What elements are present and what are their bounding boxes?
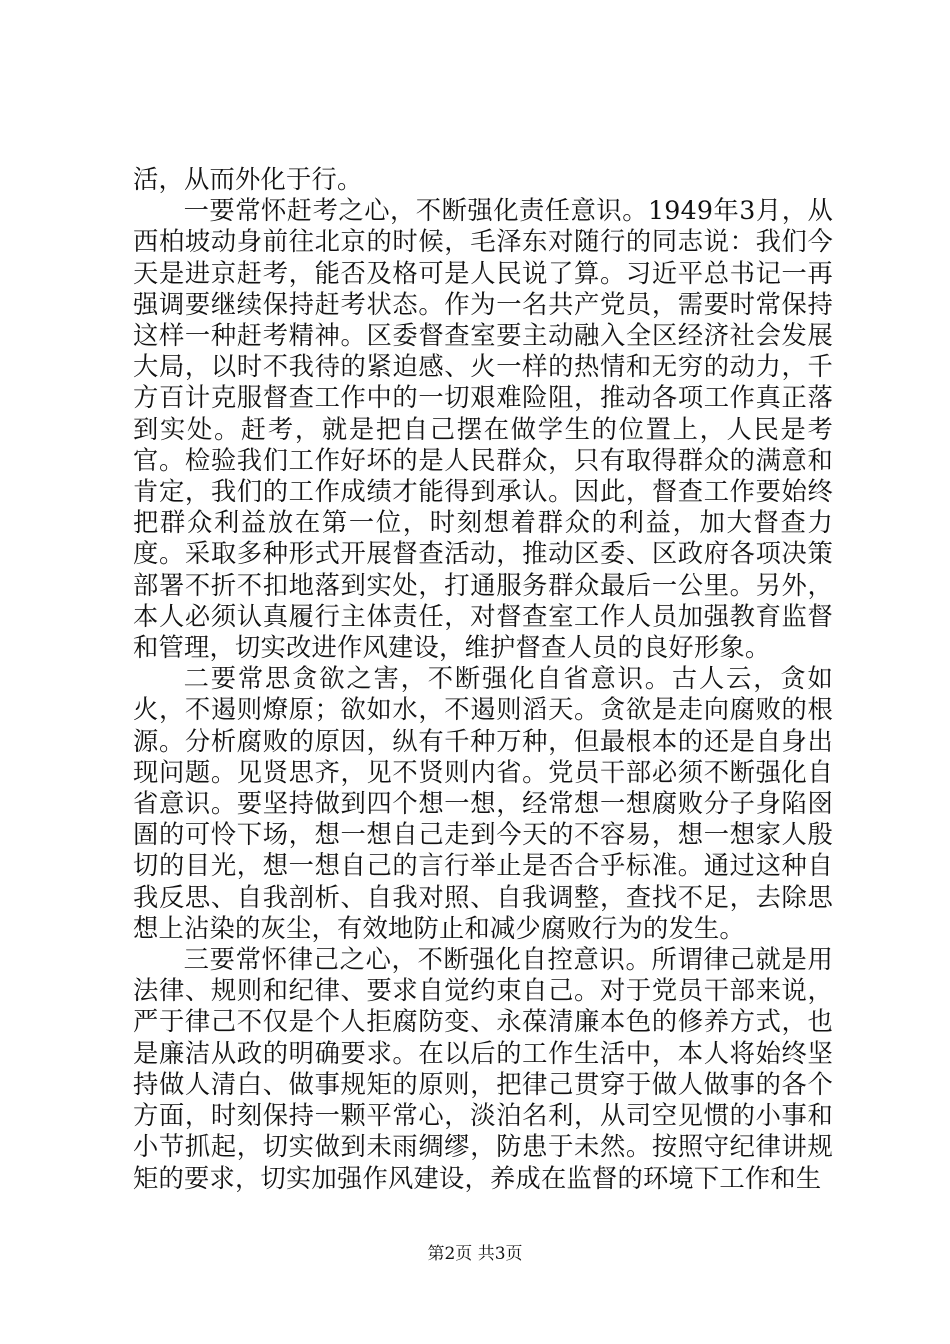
- paragraph-self-discipline: 三要常怀律己之心，不断强化自控意识。所谓律己就是用法律、规则和纪律、要求自觉约束自己。对于党员干部来说，严于律己不仅是个人拒腐防变、永葆清廉本色的修养方式，也是廉洁从政的明确要求。在以后的工作生活中，本人将始终坚持做人清白、做事规矩的原则，把律己贯穿于做人做事的各个方面，时刻保持一颗平常心，淡泊名利，从司空见惯的小事和小节抓起，切实做到未雨绸缪，防患于未然。按照守纪律讲规矩的要求，切实加强作风建设，养成在监督的环境下工作和生: [133, 945, 833, 1193]
- paragraph-self-reflection: 二要常思贪欲之害，不断强化自省意识。古人云，贪如火，不遏则燎原；欲如水，不遏则滔天。贪欲是走向腐败的根源。分析腐败的原因，纵有千种万种，但最根本的还是自身出现问题。见贤思齐，见不贤则内省。党员干部必须不断强化自省意识。要坚持做到四个想一想，经常想一想腐败分子身陷囹圄的可怜下场，想一想自己走到今天的不容易，想一想家人殷切的目光，想一想自己的言行举止是否合乎标准。通过这种自我反思、自我剖析、自我对照、自我调整，查找不足，去除思想上沾染的灰尘，有效地防止和减少腐败行为的发生。: [133, 664, 833, 943]
- document-body: [133, 164, 833, 1194]
- page-footer: 第2页 共3页: [427, 1244, 523, 1264]
- paragraph-continuation: 活，从而外化于行。: [133, 165, 363, 194]
- paragraph-responsibility: 一要常怀赶考之心，不断强化责任意识。1949年3月，从西柏坡动身前往北京的时候，毛泽东对随行的同志说：我们今天是进京赶考，能否及格可是人民说了算。习近平总书记一再强调要继续保持赶考状态。作为一名共产党员，需要时常保持这样一种赶考精神。区委督查室要主动融入全区经济社会发展大局，以时不我待的紧迫感、火一样的热情和无穷的动力，千方百计克服督查工作中的一切艰难险阻，推动各项工作真正落到实处。赶考，就是把自己摆在做学生的位置上，人民是考官。检验我们工作好坏的是人民群众，只有取得群众的满意和肯定，我们的工作成绩才能得到承认。因此，督查工作要始终把群众利益放在第一位，时刻想着群众的利益，加大督查力度。采取多种形式开展督查活动，推动区委、区政府各项决策部署不折不扣地落到实处，打通服务群众最后一公里。另外，本人必须认真履行主体责任，对督查室工作人员加强教育监督和管理，切实改进作风建设，维护督查人员的良好形象。: [133, 196, 833, 663]
